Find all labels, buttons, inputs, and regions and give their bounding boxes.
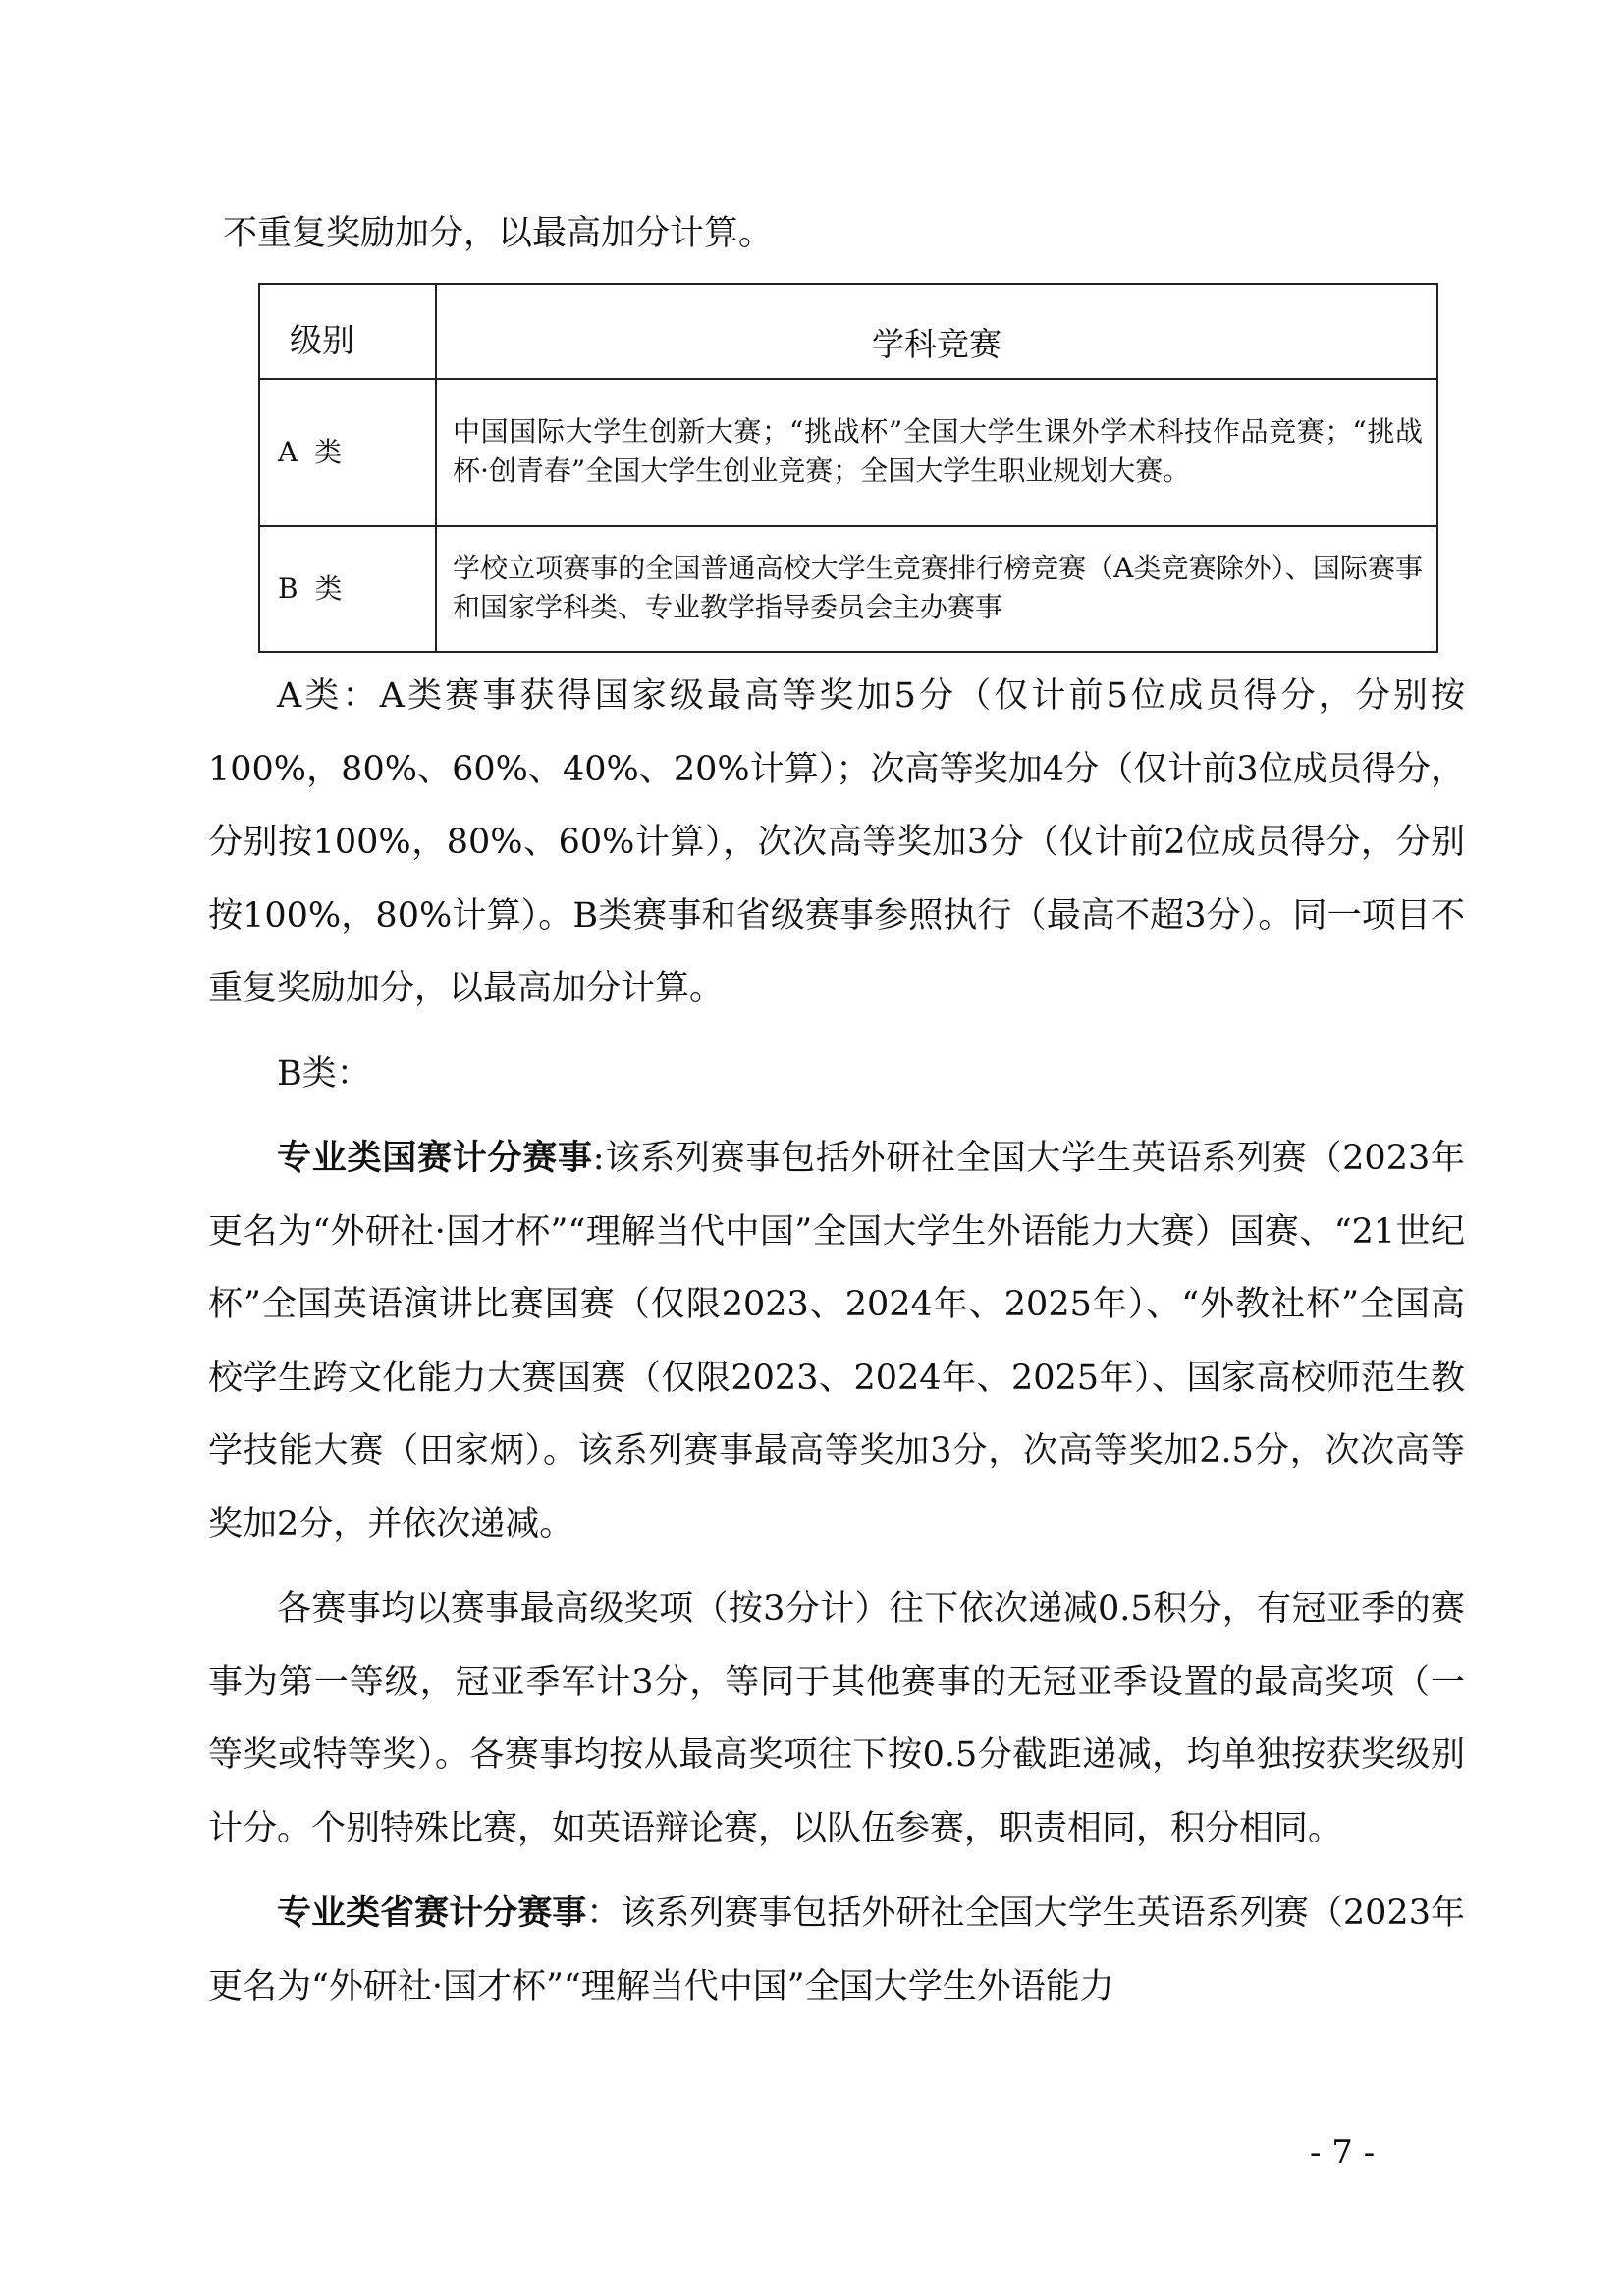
row-a-content: 中国国际大学生创新大赛；“挑战杯”全国大学生课外学术科技作品竞赛；“挑战杯·创青春”全国大学生创业竞赛；全国大学生职业规划大赛。 [436,379,1437,526]
provincial-events-text: ：该系列赛事包括外研社全国大学生英语系列赛（2023年更名为“外研社·国才杯”“理解当代中国”全国大学生外语能力 [208,1894,1465,2006]
paragraph-award-rules: 各赛事均以赛事最高级奖项（按3分计）往下依次递减0.5积分，有冠亚季的赛事为第一等级，冠亚季军计3分，等同于其他赛事的无冠亚季设置的最高奖项（一等奖或特等奖）。各赛事均按从最高奖项往下按0.5分截距递减，均单独按获奖级别计分。个别特殊比赛，如英语辩论赛，以队伍参赛，职责相同，积分相同。 [208,1589,1465,1848]
competition-grade-table [258,283,1438,653]
paragraph-provincial-events [208,1877,1465,2023]
header-level: 级别 [259,284,436,379]
table-row-b [259,526,1437,652]
row-b-level: B 类 [259,526,436,652]
page-number: - 7 - [1310,2133,1376,2172]
national-events-heading: 专业类国赛计分赛事 [277,1138,593,1178]
table-header-row [259,284,1437,379]
header-subject-competition: 学科竞赛 [436,284,1437,379]
body-text [208,660,1465,2023]
table-row-a [259,379,1437,526]
paragraph-national-events [208,1122,1465,1561]
national-events-text: :该系列赛事包括外研社全国大学生英语系列赛（2023年更名为“外研社·国才杯”“理解当代中国”全国大学生外语能力大赛）国赛、“21世纪杯”全国英语演讲比赛国赛（仅限2023、2024年、2025年）、“外教社杯”全国高校学生跨文化能力大赛国赛（仅限2023、2024年、2025年）、国家高校师范生教学技能大赛（田家炳）。该系列赛事最高等奖加3分，次高等奖加2.5分，次次高等奖加2分，并依次递减。 [208,1139,1465,1544]
paragraph-b-class-label: B类： [277,1053,371,1094]
row-b-content: 学校立项赛事的全国普通高校大学生竞赛排行榜竞赛（A类竞赛除外）、国际赛事和国家学科类、专业教学指导委员会主办赛事 [436,526,1437,652]
paragraph-a-class-scoring: A类：A类赛事获得国家级最高等奖加5分（仅计前5位成员得分，分别按100%，80%、60%、40%、20%计算）；次高等奖加4分（仅计前3位成员得分，分别按100%，80%、60%计算），次次高等奖加3分（仅计前2位成员得分，分别按100%，80%计算）。B类赛事和省级赛事参照执行（最高不超3分）。同一项目不重复奖励加分，以最高加分计算。 [208,676,1465,1008]
continuation-line: 不重复奖励加分，以最高加分计算。 [223,214,774,253]
row-a-level: A 类 [259,379,436,526]
provincial-events-heading: 专业类省赛计分赛事 [277,1893,587,1933]
